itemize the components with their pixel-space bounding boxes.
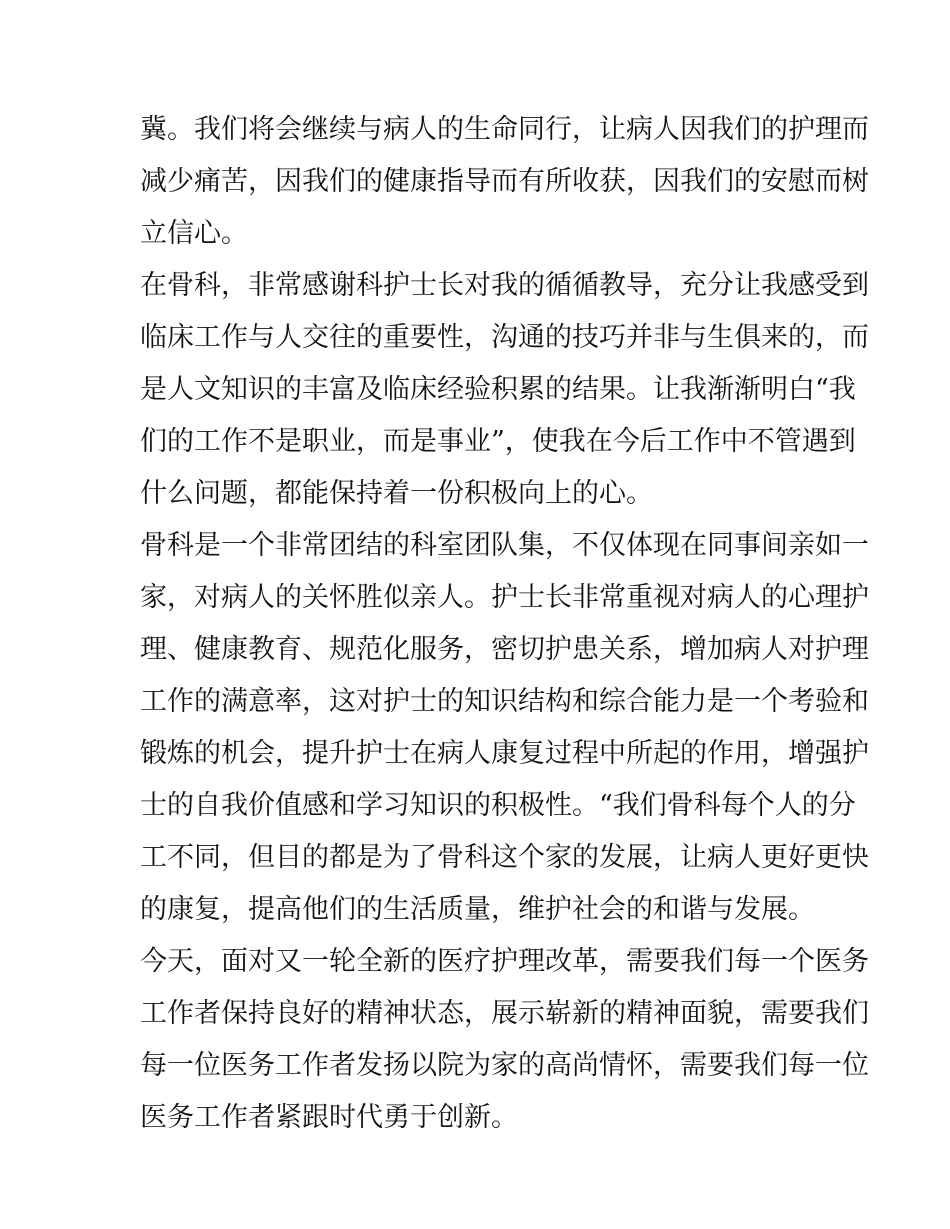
text-line: 理、健康教育、规范化服务，密切护患关系，增加病人对护理 bbox=[140, 634, 869, 665]
text-line: 医务工作者紧跟时代勇于创新。 bbox=[140, 1102, 518, 1133]
text-line: 锻炼的机会，提升护士在病人康复过程中所起的作用，增强护 bbox=[140, 738, 869, 769]
text-line: 的康复，提高他们的生活质量，维护社会的和谐与发展。 bbox=[140, 894, 815, 925]
text-line: 是人文知识的丰富及临床经验积累的结果。让我渐渐明白“我 bbox=[140, 374, 856, 405]
text-line: 今天，面对又一轮全新的医疗护理改革，需要我们每一个医务 bbox=[140, 946, 869, 977]
text-line: 骨科是一个非常团结的科室团队集，不仅体现在同事间亲如一 bbox=[140, 530, 869, 561]
paragraph-2 bbox=[140, 260, 869, 520]
text-line: 立信心。 bbox=[140, 218, 248, 249]
text-line: 减少痛苦，因我们的健康指导而有所收获，因我们的安慰而树 bbox=[140, 166, 869, 197]
document-body bbox=[140, 104, 869, 1144]
text-line: 冀。我们将会继续与病人的生命同行，让病人因我们的护理而 bbox=[140, 114, 869, 145]
text-line: 工作者保持良好的精神状态，展示崭新的精神面貌，需要我们 bbox=[140, 998, 869, 1029]
paragraph-3 bbox=[140, 520, 869, 936]
text-line: 工不同，但目的都是为了骨科这个家的发展，让病人更好更快 bbox=[140, 842, 869, 873]
text-line: 家，对病人的关怀胜似亲人。护士长非常重视对病人的心理护 bbox=[140, 582, 869, 613]
text-line: 在骨科，非常感谢科护士长对我的循循教导，充分让我感受到 bbox=[140, 270, 869, 301]
text-line: 临床工作与人交往的重要性，沟通的技巧并非与生俱来的，而 bbox=[140, 322, 869, 353]
text-line: 每一位医务工作者发扬以院为家的高尚情怀，需要我们每一位 bbox=[140, 1050, 869, 1081]
paragraph-1 bbox=[140, 104, 869, 260]
text-line: 工作的满意率，这对护士的知识结构和综合能力是一个考验和 bbox=[140, 686, 869, 717]
text-line: 士的自我价值感和学习知识的积极性。“我们骨科每个人的分 bbox=[140, 790, 856, 821]
paragraph-4 bbox=[140, 936, 869, 1144]
text-line: 什么问题，都能保持着一份积极向上的心。 bbox=[140, 478, 653, 509]
text-line: 们的工作不是职业，而是事业”，使我在今后工作中不管遇到 bbox=[140, 426, 856, 457]
